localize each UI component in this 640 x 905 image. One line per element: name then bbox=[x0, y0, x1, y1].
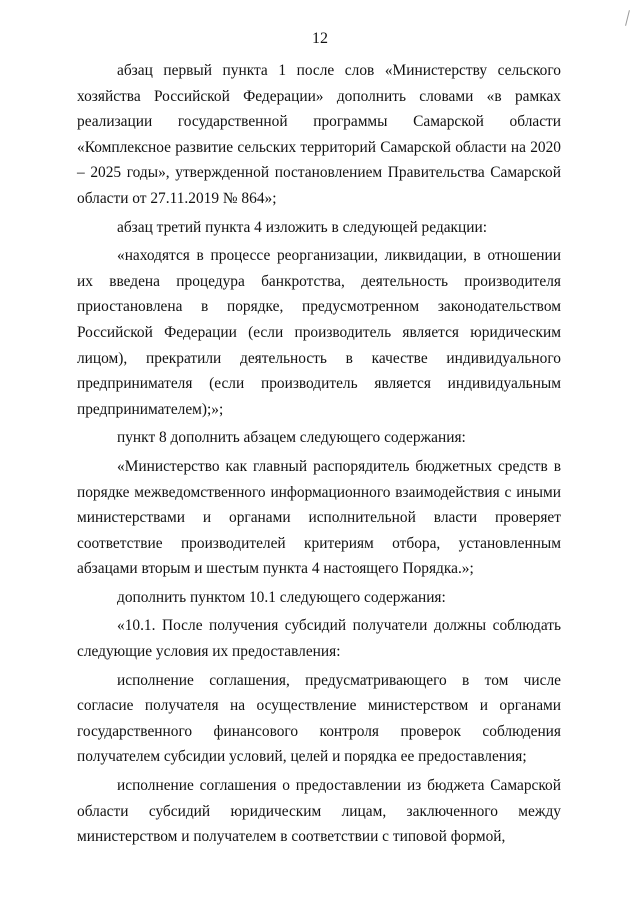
paragraph-clause-10-1-text: «10.1. После получения субсидий получатели должны соблюдать следующие условия их предоставления: bbox=[77, 617, 561, 661]
document-body bbox=[77, 58, 561, 850]
paragraph-clause-4-text: «находятся в процессе реорганизации, ликвидации, в отношении их введена процедура банкротства, деятельность производителя приостановлена в порядке, предусмотренном законодательством Российской Федерации (если производитель является юридическим лицом), прекратили деятельность в качестве индивидуального предпринимателя (если производитель является индивидуальным предпринимателем);»; bbox=[77, 247, 561, 418]
paragraph-condition-agreement: исполнение соглашения, предусматривающего в том числе согласие получателя на осуществление министерством и органами государственного финансового контроля проверок соблюдения получателем субсидии условий, целей и порядка ее предоставления; bbox=[77, 671, 561, 766]
paragraph-clause-8-text: «Министерство как главный распорядитель бюджетных средств в порядке межведомственного информационного взаимодействия с иными министерствами и органами исполнительной власти проверяет соответствие производителей критериям отбора, установленным абзацами вторым и шестым пункта 4 настоящего Порядка.»; bbox=[77, 457, 561, 578]
paragraph-clause-10-1-intro: дополнить пунктом 10.1 следующего содержания: bbox=[117, 588, 446, 606]
scan-artifact-mark bbox=[625, 10, 630, 26]
paragraph-clause-4-intro: абзац третий пункта 4 изложить в следующей редакции: bbox=[117, 218, 487, 236]
page-number: 12 bbox=[312, 30, 328, 47]
paragraph-clause-8-intro: пункт 8 дополнить абзацем следующего содержания: bbox=[117, 429, 466, 447]
paragraph-condition-budget-agreement: исполнение соглашения о предоставлении из бюджета Самарской области субсидий юридическим лицам, заключенного между министерством и получателем в соответствии с типовой формой, bbox=[77, 777, 561, 846]
paragraph-amend-clause-1: абзац первый пункта 1 после слов «Министерству сельского хозяйства Российской Федерации» дополнить словами «в рамках реализации государственной программы Самарской области «Комплексное развитие сельских территорий Самарской области на 2020 – 2025 годы», утвержденной постановлением Правительства Самарской области от 27.11.2019 № 864»; bbox=[77, 62, 561, 207]
